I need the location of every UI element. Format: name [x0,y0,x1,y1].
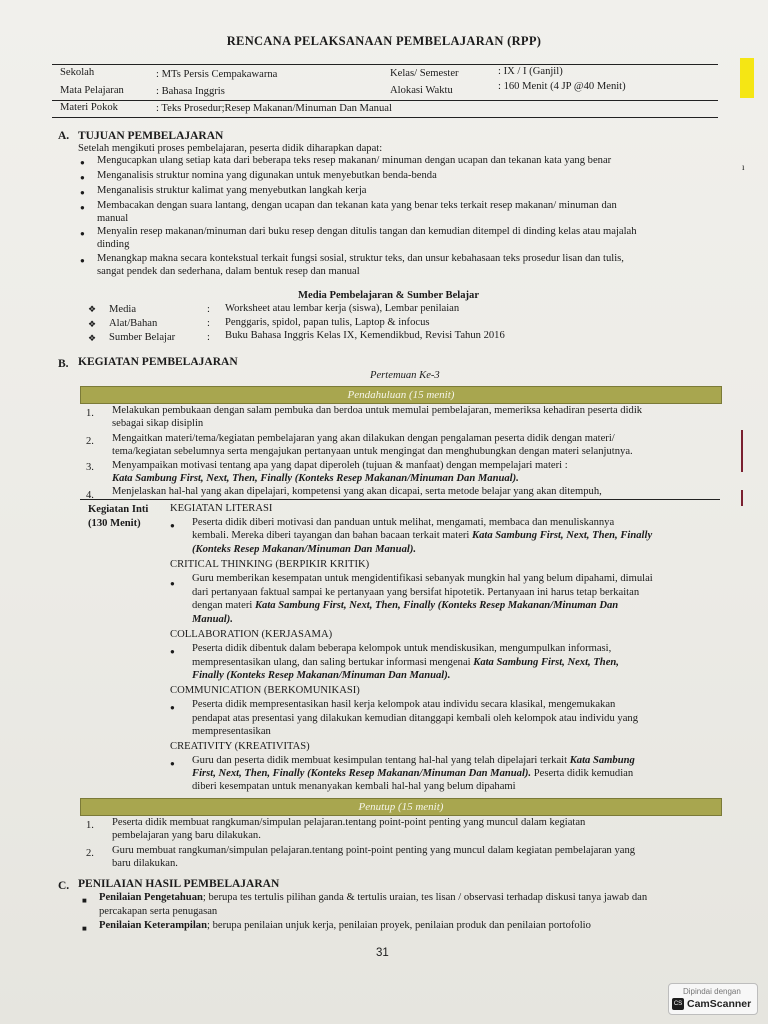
closing-step: Peserta didik membuat rangkuman/simpulan pelajaran.tentang point-point penting yang muncul dalam kegiatan [112,817,586,828]
creativity-topic: Kata Sambung [569,755,635,766]
camscanner-watermark [668,983,758,1015]
square-bullet-icon: ■ [82,896,87,905]
section-b-title: KEGIATAN PEMBELAJARAN [78,356,238,368]
margin-mark [741,490,743,506]
literasi-title: KEGIATAN LITERASI [170,503,273,514]
creativity-text-part: Peserta didik kemudian [531,768,634,779]
intro-step: Mengaitkan materi/tema/kegiatan pembelajaran yang akan dilakukan dengan pengalaman peserta didik dengan materi/ [112,433,615,444]
intro-step: Menjelaskan hal-hal yang akan dipelajari, kompetensi yang akan dicapai, serta metode belajar yang akan ditempuh, [112,486,602,497]
objective-item: Menganalisis struktur nomina yang digunakan untuk menyebutkan benda-benda [97,170,437,181]
doc-title: RENCANA PELAKSANAAN PEMBELAJARAN (RPP) [226,34,542,48]
step-number: 3. [86,462,94,473]
creativity-text [192,768,633,779]
value-kelas: : IX / I (Ganjil) [498,66,563,77]
critical-thinking-title: CRITICAL THINKING (BERPIKIR KRITIK) [170,559,370,570]
value-sekolah: : MTs Persis Cempakawarna [156,69,278,80]
section-c-title: PENILAIAN HASIL PEMBELAJARAN [78,878,280,890]
section-b-letter: B. [58,358,69,370]
objective-item: Mengucapkan ulang setiap kata dari beberapa teks resep makanan/ minuman dengan ucapan dan tekanan kata yang benar [97,155,612,166]
critical-text-part: dengan materi [192,600,255,611]
intro-step-cont: sebagai sikap disiplin [112,418,204,429]
step-number: 2. [86,436,94,447]
objective-item-cont: dinding [97,239,130,250]
meeting-label: Pertemuan Ke-3 [370,370,440,381]
page-number: 31 [376,947,389,959]
critical-topic: Manual). [192,614,233,625]
collaboration-text [192,657,619,668]
bullet-icon: ● [80,229,85,238]
critical-text: Guru memberikan kesempatan untuk mengidentifikasi sebanyak mungkin hal yang belum dipahami, dimulai [192,573,653,584]
creativity-text-part: Guru dan peserta didik membuat kesimpulan tentang hal-hal yang telah dipelajari terkait [192,755,570,766]
critical-topic: Kata Sambung First, Next, Then, Finally (Konteks Resep Makanan/Minuman Dan [254,600,619,611]
bullet-icon: ● [80,173,85,182]
bullet-icon: ● [170,759,175,768]
divider [52,117,718,118]
collaboration-topic: Kata Sambung First, Next, Then, [473,657,619,668]
section-a-letter: A. [58,130,70,142]
creativity-text [192,755,635,766]
closing-step-cont: baru dilakukan. [112,858,178,869]
margin-dot: ı [742,162,745,172]
creativity-text: diberi kesempatan untuk menanyakan kembali hal-hal yang belum dipahami [192,781,516,792]
scanner-brand: CamScanner [687,998,752,1010]
penutup-band: Penutup (15 menit) [80,798,722,816]
label-sekolah: Sekolah [60,67,95,78]
literasi-text [192,530,652,541]
assessment-label: Penilaian Pengetahuan [99,892,203,903]
communication-text: mempresentasikan [192,726,271,737]
communication-text: pendapat atas presentasi yang dilakukan kemudian ditanggapi kembali oleh kelompok atau individu yang [192,713,638,724]
step-number: 4. [86,490,94,501]
label-kelas: Kelas/ Semester [390,68,459,79]
section-c-letter: C. [58,880,70,892]
value-alokasi: : 160 Menit (4 JP @40 Menit) [498,81,626,92]
literasi-text: Peserta didik diberi motivasi dan panduan untuk melihat, mengamati, membaca dan menuliskannya [192,517,615,528]
step-number: 2. [86,848,94,859]
objective-item-cont: manual [97,213,129,224]
assessment-desc: ; berupa tes tertulis pilihan ganda & tertulis uraian, tes lisan / observasi terhadap diskusi tanya jawab dan [202,892,648,903]
critical-text [192,600,618,611]
bullet-icon: ● [80,188,85,197]
communication-text: Peserta didik mempresentasikan hasil kerja kelompok atau individu secara klasikal, mengemukakan [192,699,616,710]
creativity-title: CREATIVITY (KREATIVITAS) [170,741,310,752]
communication-title: COMMUNICATION (BERKOMUNIKASI) [170,685,360,696]
divider [80,499,720,500]
intro-step: Melakukan pembukaan dengan salam pembuka dan berdoa untuk memulai pembelajaran, memeriksa kehadiran peserta didik [112,405,643,416]
objective-item: Menyalin resep makanan/minuman dari buku resep dengan ditulis tangan dan kemudian ditempel di dinding kelas atau majalah [97,226,637,237]
label-mapel: Mata Pelajaran [60,85,124,96]
literasi-topic: Kata Sambung First, Next, Then, Finally [472,530,653,541]
bullet-icon: ● [170,647,175,656]
media-value: Worksheet atau lembar kerja (siswa), Lembar penilaian [225,303,460,314]
inti-duration: (130 Menit) [88,518,141,529]
literasi-text-part: kembali. Mereka diberi tayangan dan bahan bacaan terkait materi [192,530,473,541]
alat-label: Alat/Bahan [109,318,158,329]
critical-text: dari pertanyaan faktual sampai ke pertanyaan yang bersifat hipotetik. Pertanyaan ini harus tetap berkaitan [192,587,640,598]
bullet-icon: ● [80,203,85,212]
collaboration-title: COLLABORATION (KERJASAMA) [170,629,333,640]
bullet-icon: ● [80,158,85,167]
media-sep: : [207,332,210,343]
yellow-highlight-mark [740,58,754,98]
objective-item: Menangkap makna secara kontekstual terkait fungsi sosial, struktur teks, dan unsur kebahasaan teks prosedur lisan dan tulis, [97,253,624,264]
objective-item: Menganalisis struktur kalimat yang menyebutkan langkah kerja [97,185,367,196]
step-number: 1. [86,408,94,419]
media-sep: : [207,304,210,315]
step-number: 1. [86,820,94,831]
diamond-bullet-icon: ❖ [88,304,97,314]
margin-mark [741,430,743,472]
assessment-item [99,920,591,931]
scanner-caption: Dipindai dengan [683,987,741,996]
bullet-icon: ● [170,579,175,588]
assessment-desc: ; berupa penilaian unjuk kerja, penilaian proyek, penilaian produk dan penilaian portofolio [207,920,591,931]
creativity-topic: First, Next, Then, Finally (Konteks Resep Makanan/Minuman Dan Manual). [192,768,532,779]
assessment-item-cont: percakapan serta penugasan [99,906,218,917]
sumber-label: Sumber Belajar [109,332,176,343]
media-title: Media Pembelajaran & Sumber Belajar [298,290,480,301]
collaboration-text: Peserta didik dibentuk dalam beberapa kelompok untuk mendiskusikan, mengumpulkan informasi, [192,643,612,654]
objective-item: Membacakan dengan suara lantang, dengan ucapan dan tekanan kata yang benar teks terkait resep makanan/ minuman dan [97,200,617,211]
inti-label: Kegiatan Inti [88,504,149,515]
closing-step: Guru membuat rangkuman/simpulan pelajaran.tentang point-point penting yang muncul dalam kegiatan pembelajaran yang [112,845,636,856]
sumber-value: Buku Bahasa Inggris Kelas IX, Kemendikbud, Revisi Tahun 2016 [225,330,505,341]
bullet-icon: ● [80,256,85,265]
bullet-icon: ● [170,703,175,712]
section-a-title: TUJUAN PEMBELAJARAN [78,130,224,142]
section-a-intro: Setelah mengikuti proses pembelajaran, peserta didik diharapkan dapat: [78,143,383,154]
literasi-topic: (Konteks Resep Makanan/Minuman Dan Manual). [192,544,416,555]
intro-step-cont: tema/kegiatan sebelumnya serta mengajukan pertanyaan untuk mengingat dan menghubungkan dengan materi selanjutnya. [112,446,633,457]
camscanner-logo-icon: CS [672,998,684,1010]
bullet-icon: ● [170,521,175,530]
square-bullet-icon: ■ [82,924,87,933]
value-mapel: : Bahasa Inggris [156,86,225,97]
alat-value: Penggaris, spidol, papan tulis, Laptop & infocus [225,317,430,328]
diamond-bullet-icon: ❖ [88,333,97,343]
diamond-bullet-icon: ❖ [88,319,97,329]
intro-step: Menyampaikan motivasi tentang apa yang dapat diperoleh (tujuan & manfaat) dengan mempelajari materi : [112,460,568,471]
closing-step-cont: pembelajaran yang baru dilakukan. [112,830,261,841]
label-materi: Materi Pokok [60,102,118,113]
assessment-item [99,892,647,903]
collaboration-text-part: mempresentasikan ulang, dan saling bertukar informasi mengenai [192,657,474,668]
intro-step-cont: Kata Sambung First, Next, Then, Finally (Konteks Resep Makanan/Minuman Dan Manual). [112,473,519,484]
value-materi: : Teks Prosedur;Resep Makanan/Minuman Dan Manual [156,103,392,114]
divider [52,100,718,101]
divider [52,64,718,65]
media-sep: : [207,318,210,329]
assessment-label: Penilaian Keterampilan [99,920,207,931]
label-alokasi: Alokasi Waktu [390,85,453,96]
collaboration-topic: Finally (Konteks Resep Makanan/Minuman Dan Manual). [192,670,451,681]
media-label: Media [109,304,137,315]
objective-item-cont: sangat pendek dan sederhana, dalam bentuk resep dan manual [97,266,360,277]
pendahuluan-band: Pendahuluan (15 menit) [80,386,722,404]
